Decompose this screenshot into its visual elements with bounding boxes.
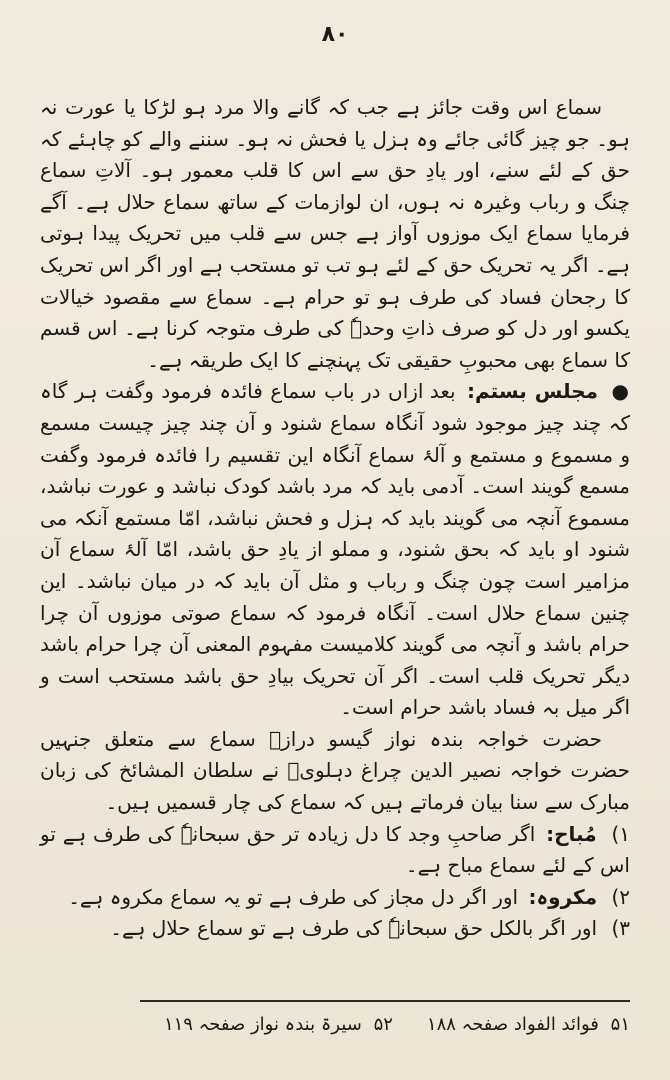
footnote-divider bbox=[140, 1000, 630, 1002]
list-item-term: مُباح: bbox=[546, 821, 597, 846]
list-item-number: ۳) bbox=[611, 916, 630, 941]
list-item-term: مکروہ: bbox=[528, 884, 598, 909]
majlis-heading: مجلس بستم: bbox=[467, 379, 598, 404]
list-item-text: اور اگر دل مجاز کی طرف ہے تو یہ سماع مکروہ ہے۔ bbox=[68, 884, 519, 909]
page-body bbox=[40, 92, 630, 945]
bullet-icon: ● bbox=[611, 379, 630, 404]
footnote-number: ۵۱ bbox=[610, 1014, 630, 1035]
footnote bbox=[164, 1012, 393, 1038]
page-number: ۸۰ bbox=[321, 22, 349, 47]
list-item bbox=[40, 882, 630, 914]
list-item-text: اور اگر بالکل حق سبحانہٗ کی طرف ہے تو سماع حلال ہے۔ bbox=[110, 916, 598, 941]
majlis-text: بعد ازاں در باب سماع فائدہ فرمود وگفت ہر گاہ کہ چند چیز موجود شود آنگاہ سماع شنود و آن چند چیز چیست مسمع و مسموع و مستمع و آلۂ سماع آنگاہ این تقسیم را فائدہ فرمود وگفت مسمع گویند است۔ آدمی باید کہ مرد باشد کودک نباشد و عورت نباشد، مسموع آنچہ می گویند باید کہ ہزل و فحش نباشد، امّا مستمع آنکہ می شنود او باید کہ بحق شنود، و مملو از یادِ حق باشد، امّا آلۂ سماع آن مزامیر است چون چنگ و رباب و مثل آن باید کہ در میان نباشد۔ این چنین سماع حلال است۔ آنگاہ فرمود کہ سماع صوتی موزوں آن چرا حرام باشد و آنچہ می گویند کلامیست مفہوم المعنی آن چرا حرام باشد دیگر تحریک قلب است۔ اگر آن تحریک بیادِ حق باشد مستحب است و اگر میل بہ فساد باشد حرام است۔ bbox=[40, 379, 630, 720]
footnote-number: ۵۲ bbox=[373, 1014, 393, 1035]
paragraph-chishti: حضرت خواجہ بندہ نواز گیسو درازؒ سماع سے متعلق جنہیں حضرت خواجہ نصیر الدین چراغ دہلویؒ نے سلطان المشائخ کی زبان مبارک سے سنا بیان فرماتے ہیں کہ سماع کی چار قسمیں ہیں۔ bbox=[40, 726, 630, 815]
paragraph-samaa-conditions: سماع اس وقت جائز ہے جب کہ گانے والا مرد ہو لڑکا یا عورت نہ ہو۔ جو چیز گائی جائے وہ ہزل یا فحش نہ ہو۔ سننے والے کو چاہئے کہ حق کے لئے سنے، اور یادِ حق سے اس کا قلب معمور ہو۔ آلاتِ سماع چنگ و رباب وغیرہ نہ ہوں، ان لوازمات کے ساتھ سماع حلال ہے۔ آگے فرمایا سماع ایک موزوں آواز ہے جس سے قلب میں تحریک پیدا ہوتی ہے۔ اگر یہ تحریک حق کے لئے ہو تب تو مستحب ہے اور اگر اس تحریک کا رجحان فساد کی طرف ہو تو حرام ہے۔ سماع سے مقصود خیالات یکسو اور دل کو صرف ذاتِ وحدہٗ کی طرف متوجہ کرنا ہے۔ اس قسم کا سماع بھی محبوبِ حقیقی تک پہنچنے کا ایک طریقہ ہے۔ bbox=[40, 95, 630, 372]
samaa-types-list bbox=[40, 819, 630, 945]
list-item-text: اگر صاحبِ وجد کا دل زیادہ تر حق سبحانہٗ کی طرف ہے تو اس کے لئے سماع مباح ہے۔ bbox=[40, 821, 630, 878]
footnote-text: فوائد الفواد صفحہ ۱۸۸ bbox=[426, 1014, 599, 1035]
footnote bbox=[427, 1012, 630, 1038]
majlis-paragraph bbox=[40, 376, 630, 724]
list-item bbox=[40, 819, 630, 882]
footnote-text: سیرۃ بندہ نواز صفحہ ۱۱۹ bbox=[163, 1014, 362, 1035]
footnotes bbox=[140, 1012, 630, 1038]
list-item-number: ۲) bbox=[611, 884, 630, 909]
list-item bbox=[40, 913, 630, 945]
list-item-number: ۱) bbox=[611, 821, 631, 846]
